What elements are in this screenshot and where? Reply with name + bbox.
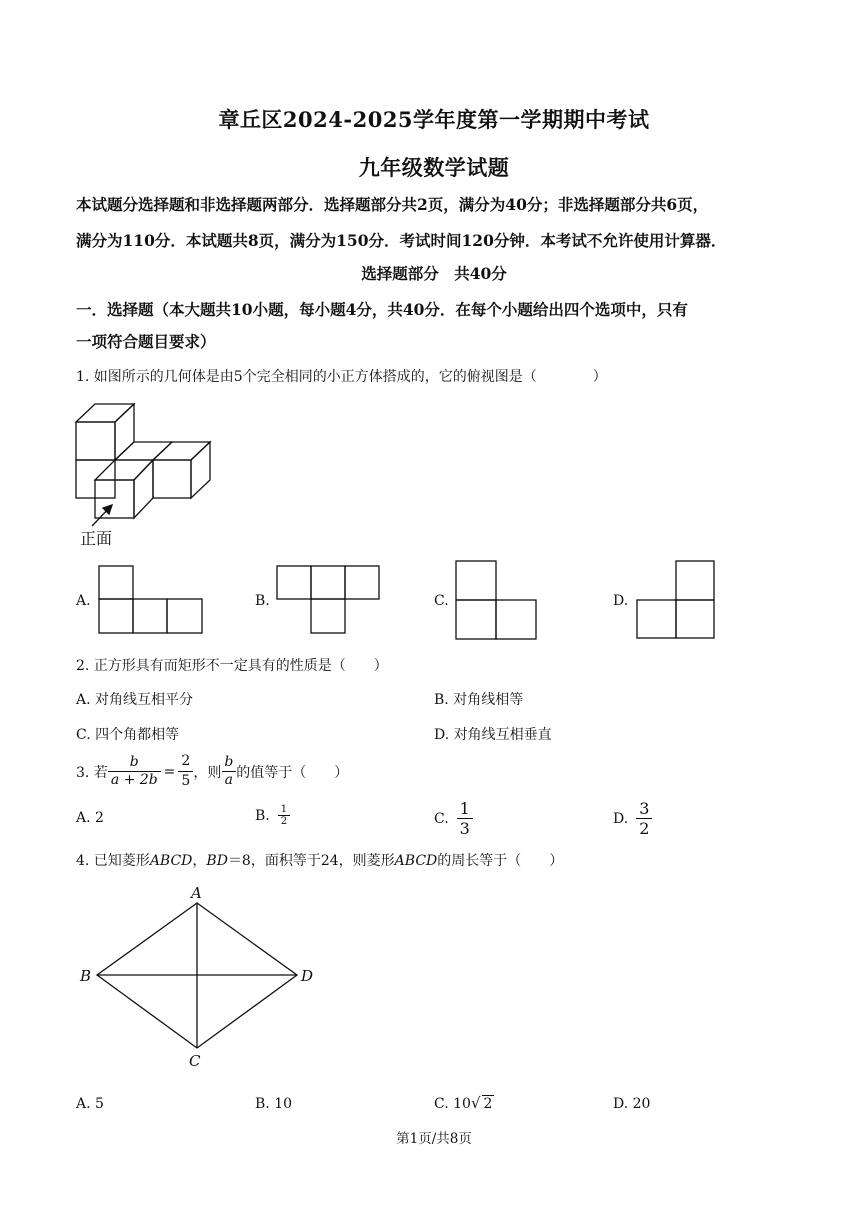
- page-number: 第1页/共8页: [396, 1131, 472, 1147]
- q1-option-d[interactable]: D.: [613, 593, 629, 609]
- page-subtitle: 九年级数学试题: [358, 155, 510, 180]
- q3-fraction-1: $\frac{b}{a + 2b}$: [108, 754, 161, 789]
- q3-mid: ，则: [193, 764, 222, 781]
- vertex-b-label: B: [80, 967, 92, 985]
- sqrt-icon: √: [470, 1094, 481, 1112]
- q4-option-c[interactable]: [434, 1094, 494, 1112]
- q3-prefix: 3. 若: [76, 764, 108, 781]
- q4-option-c-label: C. 10: [434, 1096, 471, 1112]
- q4-rhombus-name-2: ABCD: [394, 853, 438, 869]
- q3-suffix: 的值等于（ ）: [236, 764, 349, 781]
- front-label: 正面: [80, 529, 113, 548]
- q4-option-c-radicand: 2: [483, 1096, 493, 1112]
- q3-option-a[interactable]: A. 2: [76, 810, 104, 826]
- intro-line-2: 满分为110分．本试题共8页，满分为150分．考试时间120分钟．本考试不允许使用计算器．: [76, 231, 727, 250]
- q4-prefix: 4. 已知菱形: [76, 853, 150, 869]
- q4-rhombus-name-1: ABCD: [149, 853, 193, 869]
- q4-option-d[interactable]: D. 20: [613, 1096, 651, 1112]
- vertex-a-label: A: [191, 884, 202, 902]
- q2-option-c[interactable]: C. 四个角都相等: [76, 727, 180, 743]
- q2-option-a[interactable]: A. 对角线互相平分: [76, 692, 194, 708]
- q4-suffix: 的周长等于（ ）: [437, 853, 564, 869]
- part1-line-2: 一项符合题目要求）: [76, 332, 216, 351]
- q3-option-d-label: D.: [613, 810, 629, 827]
- q3-option-b-fraction: $\frac{1}{2}$: [278, 804, 290, 827]
- q1-option-c[interactable]: C.: [434, 593, 449, 609]
- intro-line-1: 本试题分选择题和非选择题两部分．选择题部分共2页，满分为40分；非选择题部分共6页，: [76, 195, 709, 214]
- q3-option-c-fraction: $\frac{1}{3}$: [457, 799, 473, 838]
- q3-option-d-fraction: $\frac{3}{2}$: [636, 799, 652, 838]
- q3-option-c-label: C.: [434, 810, 449, 827]
- q1-option-a[interactable]: A.: [76, 593, 91, 609]
- q3-fraction-2: $\frac{2}{5}$: [178, 752, 193, 791]
- question-2-text: 2. 正方形具有而矩形不一定具有的性质是（ ）: [76, 658, 388, 674]
- q4-mid-2: ＝8，面积等于24，则菱形: [227, 853, 395, 869]
- q4-diagonal-bd: BD: [206, 853, 228, 869]
- q1-option-b[interactable]: B.: [255, 593, 270, 609]
- question-1-text: 1. 如图所示的几何体是由5个完全相同的小正方体搭成的，它的俯视图是（ ）: [76, 369, 607, 385]
- q4-option-b[interactable]: B. 10: [255, 1096, 293, 1112]
- q3-option-b-label: B.: [255, 807, 270, 824]
- q3-fraction-3: $\frac{b}{a}$: [221, 754, 236, 789]
- section-heading: 选择题部分 共40分: [361, 264, 507, 283]
- vertex-d-label: D: [301, 967, 314, 985]
- q4-option-a[interactable]: A. 5: [76, 1096, 104, 1112]
- q2-option-b[interactable]: B. 对角线相等: [434, 692, 524, 708]
- q4-mid-1: ，: [192, 853, 207, 869]
- q2-option-d[interactable]: D. 对角线互相垂直: [434, 727, 552, 743]
- q3-equals: =: [163, 763, 176, 780]
- part1-line-1: 一．选择题（本大题共10小题，每小题4分，共40分．在每个小题给出四个选项中，只有: [76, 300, 688, 319]
- page-title: 章丘区2024-2025学年度第一学期期中考试: [218, 107, 650, 132]
- vertex-c-label: C: [189, 1052, 201, 1070]
